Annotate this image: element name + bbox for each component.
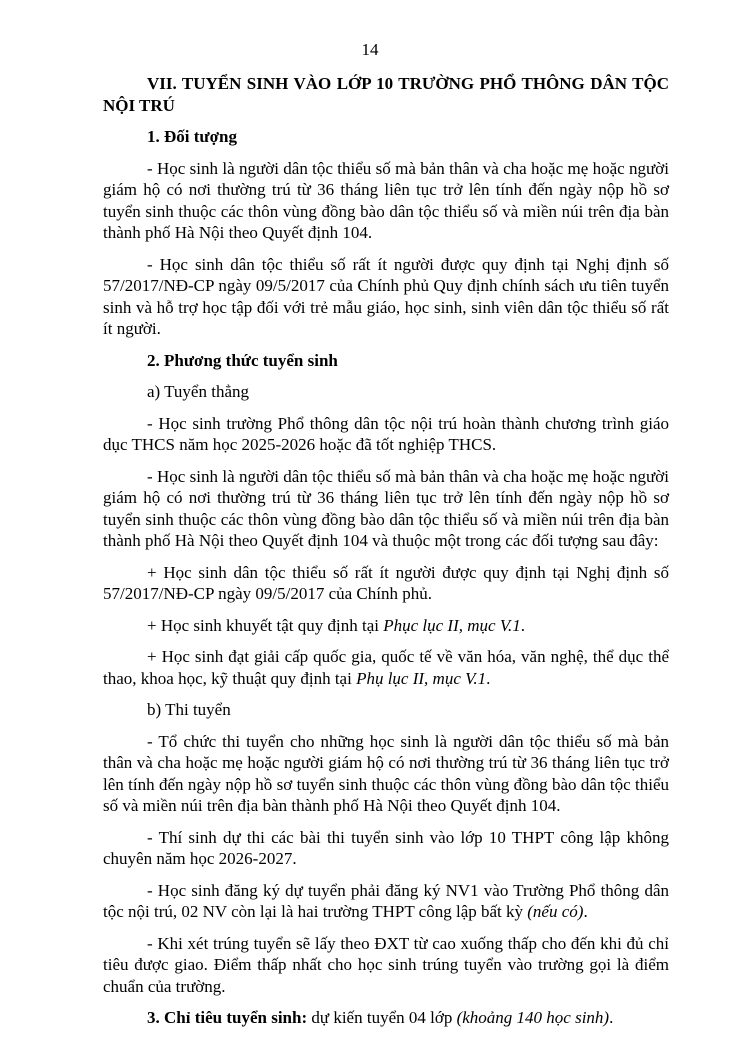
quota-note: (khoảng 140 học sinh) [456, 1008, 610, 1027]
quota-line [103, 1007, 669, 1029]
page-number: 14 [361, 40, 379, 59]
paragraph: - Học sinh là người dân tộc thiểu số mà bản thân và cha hoặc mẹ hoặc người giám hộ có nơi thường trú từ 36 tháng liên tục trở lên tính đến ngày nộp hồ sơ tuyển sinh thuộc các thôn vùng đồng bào dân tộc thiểu số và miền núi trên địa bàn thành phố Hà Nội theo Quyết định 104 và thuộc một trong các đối tượng sau đây: [103, 466, 669, 550]
paragraph-end: . [583, 902, 588, 921]
document-body [103, 73, 669, 1039]
heading-phuong-thuc: 2. Phương thức tuyển sinh [147, 350, 338, 370]
paragraph: - Học sinh là người dân tộc thiểu số mà bản thân và cha hoặc mẹ hoặc người giám hộ có nơi thường trú từ 36 tháng liên tục trở lên tính đến ngày nộp hồ sơ tuyển sinh thuộc các thôn vùng đồng bào dân tộc thiểu số và miền núi trên địa bàn thành phố Hà Nội theo Quyết định 104. [103, 158, 669, 242]
paragraph: - Học sinh trường Phổ thông dân tộc nội trú hoàn thành chương trình giáo dục THCS năm học 2025-2026 hoặc đã tốt nghiệp THCS. [103, 413, 669, 454]
bullet-item [103, 615, 669, 637]
quota-text: dự kiến tuyển 04 lớp [307, 1008, 457, 1027]
paragraph-text: - Học sinh đăng ký dự tuyển phải đăng ký NV1 vào Trường Phổ thông dân tộc nội trú, 02 NV còn lại là hai trường THPT công lập bất kỳ [103, 880, 669, 921]
bullet-item [103, 646, 669, 689]
heading-doi-tuong: 1. Đối tượng [147, 127, 237, 146]
appendix-reference: Phụ lục II, mục V.1 [356, 668, 487, 688]
paragraph: - Khi xét trúng tuyển sẽ lấy theo ĐXT từ cao xuống thấp cho đến khi đủ chỉ tiêu được giao. Điểm thấp nhất cho học sinh trúng tuyển vào trường gọi là điểm chuẩn của trường. [103, 933, 669, 996]
bullet-text: + Học sinh đạt giải cấp quốc gia, quốc tế về văn hóa, văn nghệ, thể dục thể thao, khoa học, kỹ thuật quy định tại [103, 647, 669, 688]
subheading-tuyen-thang: a) Tuyển thẳng [147, 382, 249, 401]
bullet-text: + Học sinh khuyết tật quy định tại [147, 615, 384, 635]
bullet-end: . [486, 668, 491, 688]
paragraph: - Tổ chức thi tuyển cho những học sinh là người dân tộc thiểu số mà bản thân và cha hoặc mẹ hoặc người giám hộ có nơi thường trú từ 36 tháng liên tục trở lên tính đến ngày nộp hồ sơ tuyển sinh thuộc các thôn vùng đồng bào dân tộc thiểu số và miền núi trên địa bàn thành phố Hà Nội theo Quyết định 104. [103, 731, 669, 815]
quota-end: . [609, 1008, 614, 1027]
paragraph: - Học sinh dân tộc thiểu số rất ít người được quy định tại Nghị định số 57/2017/NĐ-CP ngày 09/5/2017 của Chính phủ Quy định chính sách ưu tiên tuyển sinh và hỗ trợ học tập đối với trẻ mẫu giáo, học sinh, sinh viên dân tộc thiểu số rất ít người. [103, 254, 669, 338]
note-italic: (nếu có) [527, 902, 584, 921]
bullet-end: . [520, 615, 526, 635]
paragraph: - Thí sinh dự thi các bài thi tuyển sinh vào lớp 10 THPT công lập không chuyên năm học 2026-2027. [103, 827, 669, 868]
appendix-reference: Phục lục II, mục V.1 [383, 615, 521, 635]
paragraph [103, 880, 669, 923]
bullet-item: + Học sinh dân tộc thiểu số rất ít người được quy định tại Nghị định số 57/2017/NĐ-CP ngày 09/5/2017 của Chính phủ. [103, 562, 669, 603]
section-title: VII. TUYỂN SINH VÀO LỚP 10 TRƯỜNG PHỔ THÔNG DÂN TỘC NỘI TRÚ [103, 74, 669, 115]
subheading-thi-tuyen: b) Thi tuyển [147, 700, 231, 719]
heading-chi-tieu: 3. Chỉ tiêu tuyển sinh: [147, 1008, 308, 1027]
